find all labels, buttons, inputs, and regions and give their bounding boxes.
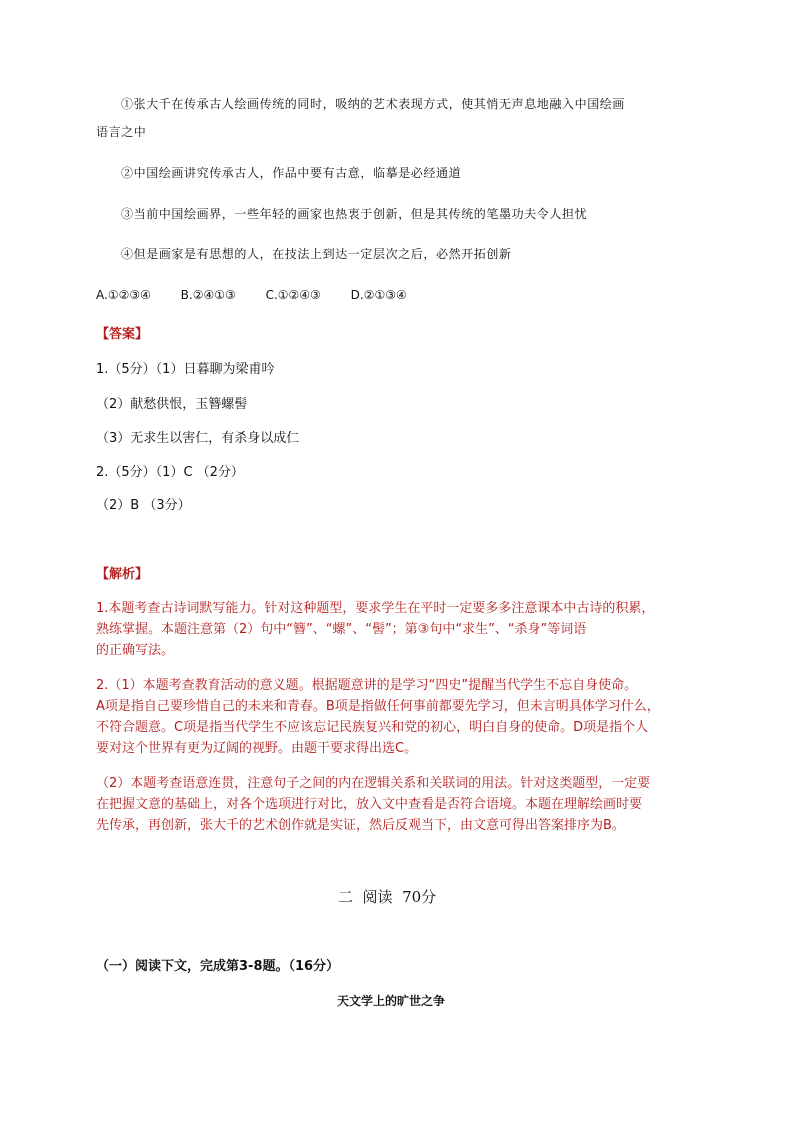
analysis-line-2: 熟练掌握。本题注意第（2）句中“簪”、“螺”、“髻”；第③句中“求生”、“杀身”等词语 [96,622,587,637]
section-title: 二 阅读 70分 [338,888,437,906]
article-title: 天文学上的旷世之争 [337,994,446,1008]
sentence-4: ④但是画家是有思想的人，在技法上到达一定层次之后，必然开拓创新 [121,247,512,261]
options-row [96,287,433,303]
answer-line-3: （3）无求生以害仁，有杀身以成仁 [96,431,300,446]
analysis-line-7: 要对这个世界有更为辽阔的视野。由题干要求得出选C。 [96,741,418,756]
option-c: C.①②④③ [265,288,321,302]
analysis-line-3: 的正确写法。 [96,643,175,658]
answer-line-5: （2）B （3分） [96,498,191,513]
analysis-line-9: 在把握文意的基础上，对各个选项进行对比，放入文中查看是否符合语境。本题在理解绘画时要 [96,797,643,812]
sentence-2: ②中国绘画讲究传承古人，作品中要有古意，临摹是必经通道 [121,166,462,180]
sentence-3: ③当前中国绘画界，一些年轻的画家也热衷于创新，但是其传统的笔墨功夫令人担忧 [121,207,588,221]
analysis-line-6: 不符合题意。C项是指当代学生不应该忘记民族复兴和党的初心，明白自身的使命。D项是指个人 [96,720,649,735]
analysis-line-5: A项是指自己要珍惜自己的未来和青春。B项是指做任何事前都要先学习，但未言明具体学习什么， [96,699,660,714]
analysis-line-4: 2.（1）本题考查教育活动的意义题。根据题意讲的是学习“四史”提醒当代学生不忘自身使命。 [96,678,638,693]
option-b: B.②④①③ [180,288,236,302]
reading-subheading: （一）阅读下文，完成第3-8题。（16分） [96,959,340,974]
answer-header: 【答案】 [96,327,149,342]
answer-line-4: 2.（5分）（1）C （2分） [96,465,244,480]
sentence-1-continued: 语言之中 [96,125,147,139]
analysis-header: 【解析】 [96,567,149,582]
analysis-line-8: （2）本题考查语意连贯，注意句子之间的内在逻辑关系和关联词的用法。针对这类题型，一定要 [96,776,651,791]
sentence-1: ①张大千在传承古人绘画传统的同时，吸纳的艺术表现方式，使其悄无声息地融入中国绘画 [121,97,626,111]
answer-line-2: （2）献愁供恨，玉簪螺髻 [96,397,248,412]
answer-line-1: 1.（5分）（1）日暮聊为梁甫吟 [96,362,275,377]
analysis-line-10: 先传承，再创新，张大千的艺术创作就是实证，然后反观当下，由文意可得出答案排序为B。 [96,818,625,833]
analysis-line-1: 1.本题考查古诗词默写能力。针对这种题型，要求学生在平时一定要多多注意课本中古诗的积累， [96,601,655,616]
option-d: D.②①③④ [350,288,407,302]
option-a: A.①②③④ [96,288,151,302]
